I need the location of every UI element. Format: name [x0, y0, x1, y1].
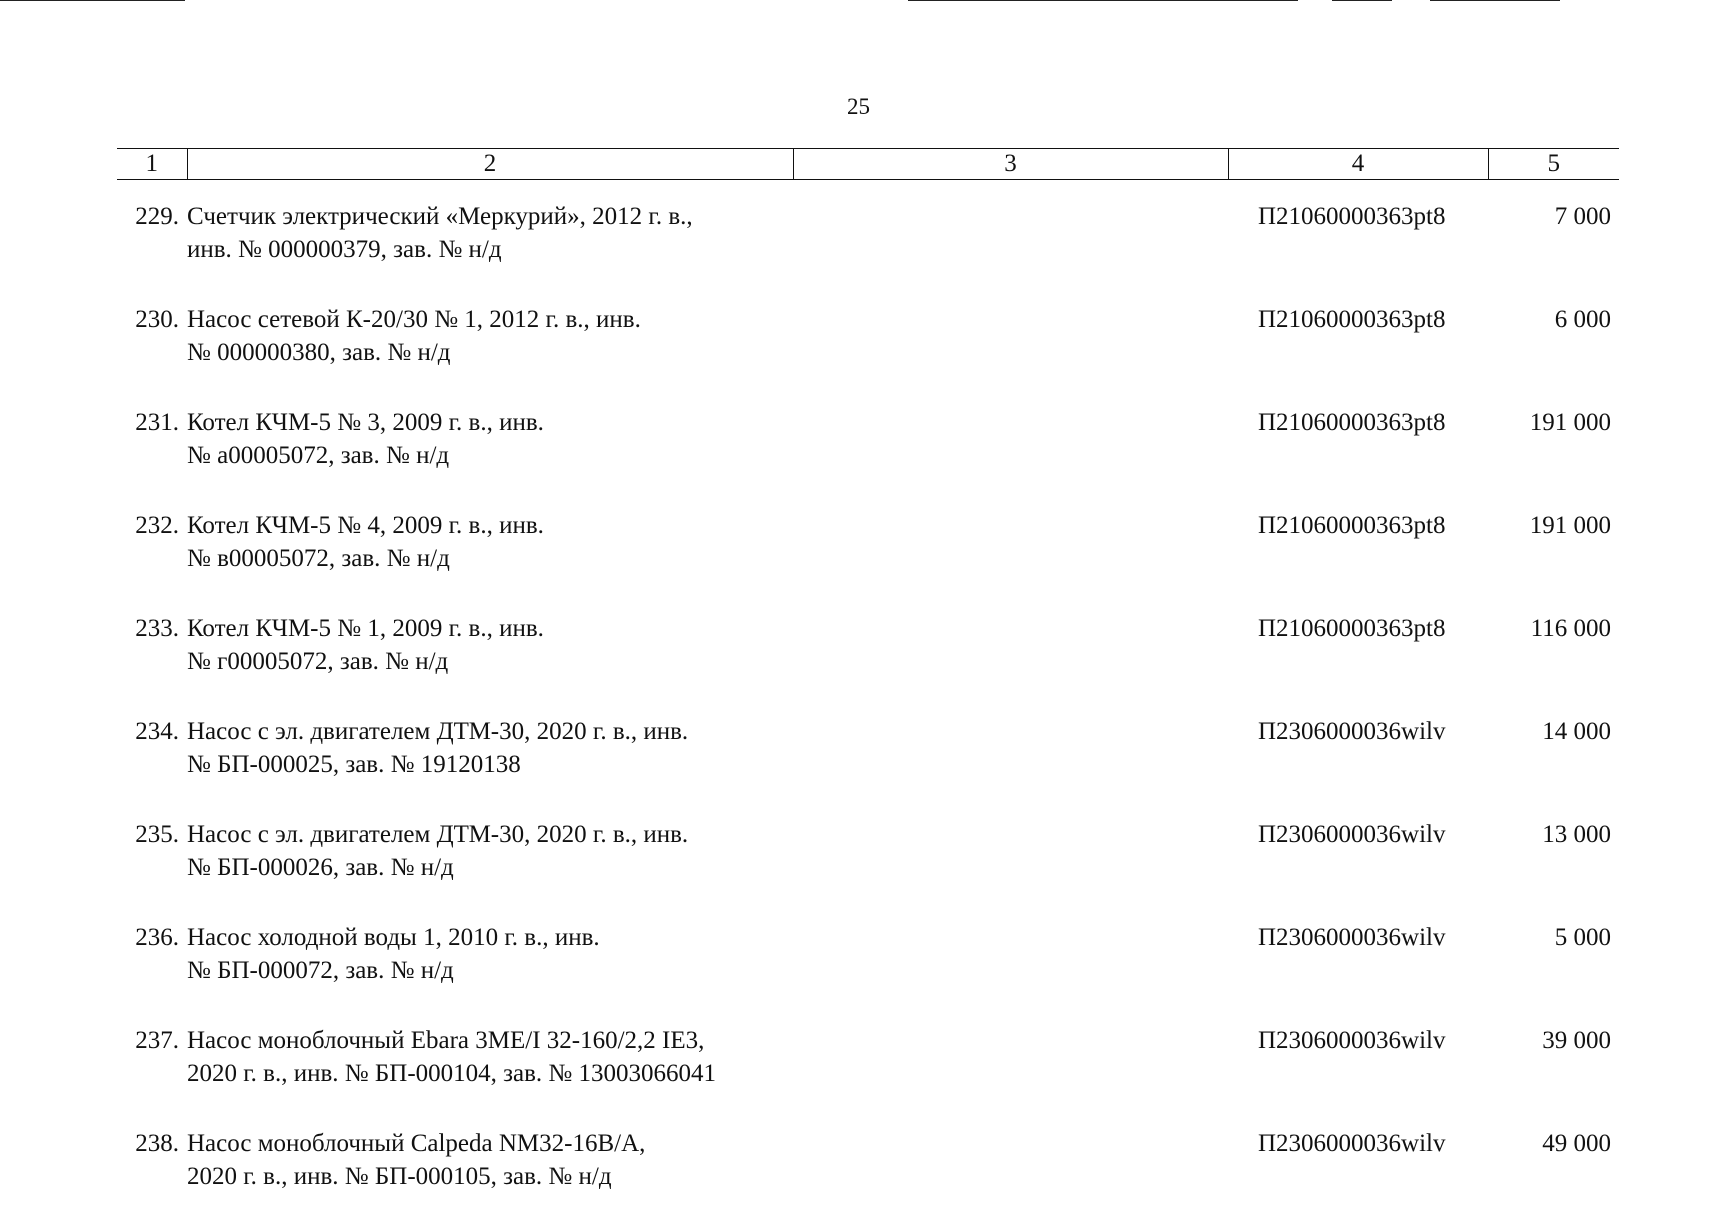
item-col3: [793, 1008, 1228, 1111]
table-header-row: [117, 149, 1619, 180]
inventory-table-container: [117, 148, 1619, 1214]
row-number: 229.: [135, 203, 179, 230]
item-col3: [793, 905, 1228, 1008]
item-description-line: № БП-000072, зав. № н/д: [187, 957, 454, 984]
item-description-line: № БП-000025, зав. № 19120138: [187, 751, 521, 778]
scan-artifact-line: [0, 0, 185, 1]
item-description-line: Насос моноблочный Calpeda NM32-16B/A,: [187, 1130, 646, 1157]
item-amount: 5 000: [1554, 924, 1611, 951]
item-description-line: Котел КЧМ-5 № 3, 2009 г. в., инв.: [187, 409, 544, 436]
item-description-line: Насос с эл. двигателем ДТМ-30, 2020 г. в., инв.: [187, 718, 689, 745]
item-description-line: Котел КЧМ-5 № 1, 2009 г. в., инв.: [187, 615, 544, 642]
item-col3: [793, 802, 1228, 905]
item-description-line: Насос холодной воды 1, 2010 г. в., инв.: [187, 924, 600, 951]
item-code: П2306000036wilv: [1258, 821, 1446, 848]
item-description: [187, 287, 793, 390]
item-description-line: № в00005072, зав. № н/д: [187, 545, 450, 572]
table-row: [117, 287, 1619, 390]
item-description-line: № БП-000026, зав. № н/д: [187, 854, 454, 881]
item-description-line: инв. № 000000379, зав. № н/д: [187, 236, 502, 263]
item-amount: 116 000: [1530, 615, 1611, 642]
item-description-line: № 000000380, зав. № н/д: [187, 339, 451, 366]
item-code: П21060000363pt8: [1258, 512, 1446, 539]
item-description-line: Насос сетевой К-20/30 № 1, 2012 г. в., инв.: [187, 306, 641, 333]
item-code: П21060000363pt8: [1258, 409, 1446, 436]
item-amount: 191 000: [1529, 512, 1611, 539]
item-description: [187, 802, 793, 905]
item-amount: 13 000: [1542, 821, 1611, 848]
item-amount: 39 000: [1542, 1027, 1611, 1054]
table-row: [117, 1008, 1619, 1111]
item-description-line: Насос моноблочный Ebara 3ME/I 32-160/2,2 IE3,: [187, 1027, 705, 1054]
row-number: 233.: [135, 615, 179, 642]
item-amount: 6 000: [1554, 306, 1611, 333]
table-row: [117, 905, 1619, 1008]
row-number: 236.: [135, 924, 179, 951]
item-code: П2306000036wilv: [1258, 718, 1446, 745]
scan-artifact-line: [1332, 0, 1392, 1]
item-description: [187, 390, 793, 493]
item-description: [187, 699, 793, 802]
item-col3: [793, 493, 1228, 596]
item-description-line: Котел КЧМ-5 № 4, 2009 г. в., инв.: [187, 512, 544, 539]
item-description: [187, 1111, 793, 1214]
column-header-5: 5: [1488, 149, 1619, 180]
item-description-line: 2020 г. в., инв. № БП-000105, зав. № н/д: [187, 1163, 612, 1190]
table-row: [117, 390, 1619, 493]
item-description-line: № а00005072, зав. № н/д: [187, 442, 450, 469]
item-description-line: № г00005072, зав. № н/д: [187, 648, 449, 675]
item-description-line: Насос с эл. двигателем ДТМ-30, 2020 г. в., инв.: [187, 821, 689, 848]
inventory-table: [117, 148, 1619, 1214]
item-code: П2306000036wilv: [1258, 1130, 1446, 1157]
column-header-4: 4: [1228, 149, 1488, 180]
scan-artifact-line: [908, 0, 1298, 1]
item-description-line: 2020 г. в., инв. № БП-000104, зав. № 13003066041: [187, 1060, 717, 1087]
item-description: [187, 1008, 793, 1111]
item-code: П21060000363pt8: [1258, 306, 1446, 333]
item-amount: 49 000: [1542, 1130, 1611, 1157]
item-col3: [793, 287, 1228, 390]
row-number: 238.: [135, 1130, 179, 1157]
item-col3: [793, 699, 1228, 802]
item-description: [187, 180, 793, 288]
table-row: [117, 180, 1619, 288]
item-code: П21060000363pt8: [1258, 203, 1446, 230]
column-header-1: 1: [117, 149, 187, 180]
item-amount: 191 000: [1529, 409, 1611, 436]
item-col3: [793, 596, 1228, 699]
item-code: П2306000036wilv: [1258, 924, 1446, 951]
item-code: П21060000363pt8: [1258, 615, 1446, 642]
item-description: [187, 905, 793, 1008]
column-header-2: 2: [187, 149, 793, 180]
row-number: 235.: [135, 821, 179, 848]
row-number: 237.: [135, 1027, 179, 1054]
column-header-3: 3: [793, 149, 1228, 180]
table-row: [117, 1111, 1619, 1214]
row-number: 234.: [135, 718, 179, 745]
item-col3: [793, 180, 1228, 288]
scan-artifact-line: [1430, 0, 1560, 1]
row-number: 231.: [135, 409, 179, 436]
item-amount: 14 000: [1542, 718, 1611, 745]
item-amount: 7 000: [1554, 203, 1611, 230]
item-description: [187, 493, 793, 596]
item-description-line: Счетчик электрический «Меркурий», 2012 г. в.,: [187, 203, 693, 230]
table-row: [117, 493, 1619, 596]
table-row: [117, 596, 1619, 699]
row-number: 232.: [135, 512, 179, 539]
table-row: [117, 699, 1619, 802]
item-col3: [793, 1111, 1228, 1214]
item-col3: [793, 390, 1228, 493]
item-description: [187, 596, 793, 699]
item-code: П2306000036wilv: [1258, 1027, 1446, 1054]
page-number: 25: [847, 94, 870, 119]
row-number: 230.: [135, 306, 179, 333]
table-row: [117, 802, 1619, 905]
